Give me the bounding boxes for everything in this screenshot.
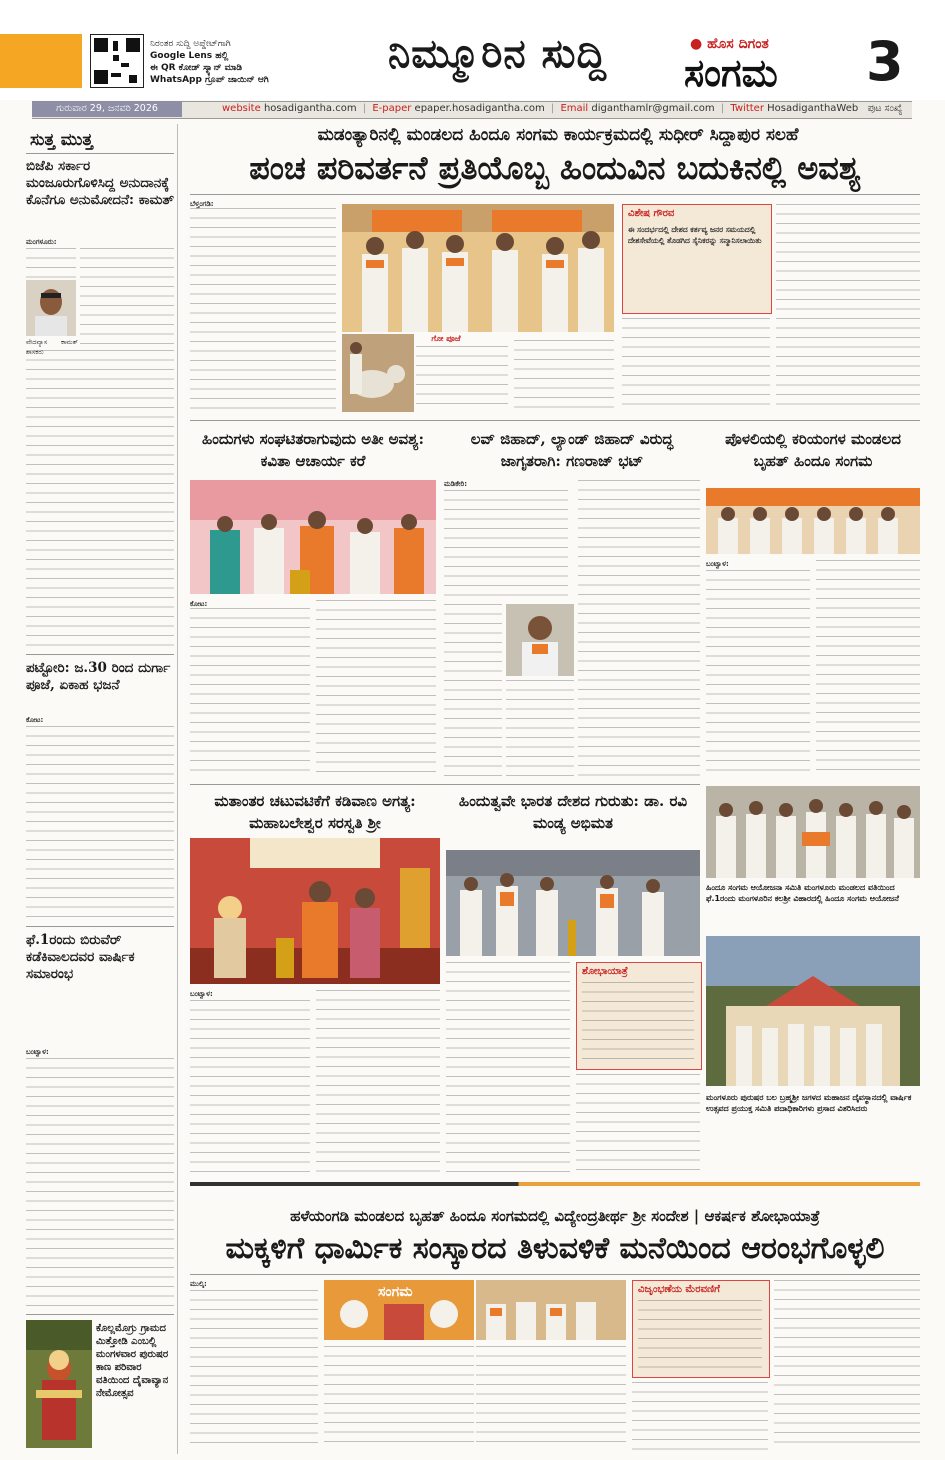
- page-number: 3: [866, 30, 904, 93]
- left-story3-headline: ಫೆ.1ರಂದು ಬಿರುವೆರ್ ಕಡೆಕಿವಾಲದವರ ವಾರ್ಷಿಕ ಸಮಾರಂಭ: [26, 932, 135, 982]
- bottom-dateline: ಮುಲ್ಕಿ:: [190, 1280, 207, 1288]
- bottom-photo2: [476, 1280, 626, 1340]
- divider: [190, 784, 700, 785]
- separator: |: [550, 103, 555, 114]
- left-story1-dateline: ಮಂಗಳೂರು:: [26, 238, 57, 246]
- group-felicitation-photo: [706, 786, 920, 878]
- gopuja-photo: [342, 334, 414, 412]
- twitter-link[interactable]: HosadiganthaWeb: [767, 103, 859, 114]
- bottom-text: [190, 1290, 318, 1450]
- lead-kicker: ಮಡಂತ್ಯಾರಿನಲ್ಲಿ ಮಂಡಲದ ಹಿಂದೂ ಸಂಗಮ ಕಾರ್ಯಕ್ರಮದಲ್ಲಿ ಸುಧೀರ್ ಸಿದ್ದಾಪುರ ಸಲಹೆ: [317, 125, 799, 145]
- kalasha-photo: [706, 786, 920, 878]
- shrine-photo: [706, 936, 920, 1086]
- cow-worship-photo: [342, 334, 414, 412]
- paper-title: ನಿಮ್ಮೂರಿನ ಸುದ್ದಿ: [388, 30, 607, 77]
- mahabaleshwar-text: [316, 990, 440, 1176]
- divider: [26, 926, 174, 927]
- bottom-headline: ಮಕ್ಕಳಿಗೆ ಧಾರ್ಮಿಕ ಸಂಸ್ಕಾರದ ತಿಳುವಳಿಕೆ ಮನೆಯಿಂದ ಆರಂಭಗೊಳ್ಳಲಿ: [225, 1231, 885, 1266]
- left-story3-dateline: ಬಂಟ್ವಾಳ:: [26, 1048, 49, 1056]
- box-title: ವಿಶೇಷ ಗೌರವ: [628, 208, 675, 219]
- portrait-image: [26, 280, 76, 336]
- qr-line4: WhatsApp ಗ್ರೂಪ್ ಜಾಯಿನ್ ಆಗಿ: [150, 75, 269, 85]
- polali-headline: ಪೊಳಲಿಯಲ್ಲಿ ಕರಿಯಂಗಳ ಮಂಡಲದ ಬೃಹತ್ ಹಿಂದೂ ಸಂಗಮ: [725, 430, 901, 470]
- lead-text-col6: [776, 204, 920, 413]
- ceremony-photo: [342, 204, 614, 332]
- qr-code[interactable]: [90, 34, 144, 88]
- bottom-separator: [190, 1182, 920, 1186]
- kavitha-text: [190, 608, 310, 778]
- kalasha-caption: ಹಿಂದೂ ಸಂಗಮ ಆಯೋಜನಾ ಸಮಿತಿ ಮಂಗಳೂರು ಮಂಡಲದ ವತಿಯಿಂದ ಫೆ.1ರಂದು ಮಂಗಳೂರಿನ ಕಲಶ್ರೀ ವಿಹಾರದಲ್ಲಿ ಹಿಂದೂ ಸಂಗಮ ಆಯೋಜನೆ: [706, 883, 899, 903]
- highlight-box-title: ವಿಜೃಂಭಣೆಯ ಮೆರವಣಿಗೆ: [638, 1284, 720, 1295]
- ravi-headline: ಹಿಂದುತ್ವವೇ ಭಾರತ ದೇಶದ ಗುರುತು: ಡಾ. ರವಿ ಮಂಡ್ಯ ಅಭಿಮತ: [458, 792, 688, 832]
- left-story1-text: [80, 248, 174, 348]
- brand-logo-icon: ●: [690, 36, 703, 52]
- bottom-text: [324, 1346, 474, 1450]
- lovejihad-dateline: ಮಡಿಕೇರಿ:: [444, 480, 468, 488]
- lovejihad-text: [506, 680, 574, 778]
- left-story4-caption: ಕೊಲ್ಲಮೊಗ್ರು ಗ್ರಾಮದ ಮಿತ್ತೋಡಿ ಎಂಬಲ್ಲಿ ಮಂಗಳವಾರ ಪುರುಷರ ಕಾಣ ಪರಿವಾರ ವತಿಯಿಂದ ದೈವಾವ್ಯಾನ ನೇಮೋತ್ಸವ: [96, 1323, 169, 1399]
- column-logo: ಸುತ್ತ ಮುತ್ತ: [30, 130, 93, 150]
- bottom-text: [774, 1280, 920, 1450]
- qr-line2: Google Lens ಹಲ್ಲಿ: [150, 51, 229, 61]
- seated-guests-photo: [476, 1280, 626, 1340]
- issue-date: ಗುರುವಾರ 29, ಜನವರಿ 2026: [32, 101, 182, 117]
- section-title: ಸಂಗಮ: [684, 50, 778, 95]
- mahabaleshwar-photo: [190, 838, 440, 984]
- mahabaleshwar-text: [190, 1000, 310, 1176]
- ganaraj-photo: [506, 604, 574, 676]
- separator: |: [720, 103, 725, 114]
- divider: [26, 654, 174, 655]
- brand-label: ಹೊಸ ದಿಗಂತ: [707, 36, 769, 52]
- box-text: ಈ ಸಂದರ್ಭದಲ್ಲಿ ದೇಶದ ಕರ್ತವ್ಯ ಜನರ ಸಮಯದಲ್ಲಿ ದೇಶಸೇವೆಯಲ್ಲಿ ತೊಡಗಿದ ಸೈನಿಕರನ್ನು ಸನ್ಮಾನಿಸಲಾಯಿತು: [628, 225, 762, 245]
- lead-dateline: ಬೆಳ್ತಂಗಡಿ:: [190, 200, 214, 208]
- qr-line3: ಈ QR ಕೋಡ್ ಸ್ಕ್ಯಾನ್ ಮಾಡಿ: [150, 63, 243, 73]
- separator: |: [362, 103, 367, 114]
- divider: [26, 1314, 174, 1315]
- epaper-label: E-paper: [372, 103, 412, 114]
- mahabaleshwar-headline: ಮತಾಂತರ ಚಟುವಟಿಕೆಗೆ ಕಡಿವಾಣ ಅಗತ್ಯ: ಮಹಾಬಲೇಶ್ವರ ಸರಸ್ವತಿ ಶ್ರೀ: [214, 792, 416, 832]
- ravi-photo: [446, 850, 700, 956]
- left-story1-headline: ಬಿಜೆಪಿ ಸರ್ಕಾರ ಮಂಜೂರುಗೊಳಿಸಿದ್ದ ಅನುದಾನಕ್ಕೆ ಕೊನೆಗೂ ಅನುಮೋದನೆ: ಕಾಮತ್: [26, 158, 174, 208]
- lead-photo-caption: ಗೋ ಪೂಜೆ: [431, 334, 461, 343]
- ravi-text: [446, 962, 570, 1176]
- special-honour-box: [622, 204, 772, 314]
- procession-box-text: [582, 982, 694, 1062]
- divider: [190, 420, 920, 421]
- polali-dateline: ಬಂಟ್ವಾಳ:: [706, 560, 729, 568]
- left-story1-text: [26, 248, 76, 278]
- temple-photo: [706, 936, 920, 1086]
- qr-line1: ನಿರಂತರ ಸುದ್ದಿ ಅಪ್ಡೇಟ್‌ಗಾಗಿ: [150, 39, 231, 49]
- orange-strip: [0, 34, 82, 88]
- left-story4-photo: [26, 1320, 92, 1448]
- left-story3-text: [26, 1058, 174, 1308]
- website-link[interactable]: hosadigantha.com: [263, 103, 357, 114]
- mahabaleshwar-dateline: ಬಂಟ್ವಾಳ:: [190, 990, 213, 998]
- left-story1-photo: [26, 280, 76, 336]
- stage-photo: [190, 480, 436, 594]
- website-label: website: [222, 103, 261, 114]
- stage-dignitaries-photo: [706, 488, 920, 554]
- lovejihad-text: [444, 490, 568, 600]
- lead-text-col4: [514, 340, 614, 412]
- lead-text-col5: [622, 318, 770, 413]
- bottom-text: [476, 1346, 626, 1450]
- swamiji-stage-photo: [190, 838, 440, 984]
- page-label: ಪುಟ ಸಂಖ್ಯೆ: [867, 103, 903, 114]
- kavitha-photo: [190, 480, 436, 594]
- polali-photo: [706, 488, 920, 554]
- banner-text: ಸಂಗಮ: [378, 1284, 413, 1300]
- twitter-label: Twitter: [730, 103, 764, 114]
- temple-caption: ಮಂಗಳೂರು ಪುರುಷರ ಬಲ ಬ್ರಹ್ಮಶ್ರೀ ಜಗಳದ ಮಹಾಜನ ದೈವಸ್ಥಾನದಲ್ಲಿ ವಾರ್ಷಿಕ ಉತ್ಸವದ ಪ್ರಯುಕ್ತ ಸಮಿತಿ ಪದಾಧಿಕಾರಿಗಳು ಪ್ರಸಾದ ವಿತರಿಸಿದರು: [706, 1093, 912, 1113]
- kavitha-headline: ಹಿಂದುಗಳು ಸಂಘಟಿತರಾಗುವುದು ಅತೀ ಅವಶ್ಯ: ಕವಿತಾ ಆಚಾರ್ಯ ಕರೆ: [201, 430, 425, 470]
- bottom-kicker: ಹಳೆಯಂಗಡಿ ಮಂಡಲದ ಬೃಹತ್ ಹಿಂದೂ ಸಂಗಮದಲ್ಲಿ ವಿದ್ಯೇಂದ್ರತೀರ್ಥ ಶ್ರೀ ಸಂದೇಶ | ಆಕರ್ಷಕ ಶೋಭಾಯಾತ್ರೆ: [290, 1207, 820, 1225]
- polali-text: [816, 560, 920, 778]
- divider: [190, 194, 920, 195]
- lead-photo: [342, 204, 614, 332]
- lovejihad-text: [578, 480, 700, 778]
- bottom-text: [632, 1382, 768, 1450]
- qr-instructions: [150, 38, 310, 86]
- lovejihad-headline: ಲವ್ ಜಿಹಾದ್, ಲ್ಯಾಂಡ್ ಜಿಹಾದ್ ವಿರುದ್ಧ ಜಾಗೃತರಾಗಿ: ಗಣರಾಜ್ ಭಟ್: [470, 430, 674, 470]
- lead-headline: ಪಂಚ ಪರಿವರ್ತನೆ ಪ್ರತಿಯೊಬ್ಬ ಹಿಂದುವಿನ ಬದುಕಿನಲ್ಲಿ ಅವಶ್ಯ: [249, 149, 861, 187]
- left-story1-caption: ವೇದವ್ಯಾಸ ಕಾಮತ್ ಶಾಸಕರು: [26, 338, 78, 356]
- ravi-text: [576, 1074, 700, 1176]
- left-story2-text: [26, 726, 174, 921]
- polali-text: [706, 570, 810, 778]
- left-story2-headline: ಪಟ್ಟೋರಿ: ಜ.30 ರಿಂದ ದುರ್ಗಾ ಪೂಜೆ, ಏಕಾಹ ಭಜನೆ: [26, 660, 171, 693]
- ritual-photo: [26, 1320, 92, 1448]
- lead-text-col1: [190, 208, 336, 413]
- left-story1-text: [26, 350, 174, 650]
- divider: [26, 153, 174, 154]
- speaker-photo: [506, 604, 574, 676]
- email-label: Email: [560, 103, 589, 114]
- kavitha-dateline: ಕೋಟ:: [190, 600, 208, 608]
- lovejihad-text: [444, 604, 502, 778]
- highlight-box-text: [638, 1300, 762, 1370]
- email-link[interactable]: diganthamlr@gmail.com: [591, 103, 715, 114]
- lead-text-col3: [416, 346, 508, 412]
- epaper-link[interactable]: epaper.hosadigantha.com: [414, 103, 545, 114]
- kavitha-text: [316, 600, 436, 778]
- web-links: [222, 101, 859, 117]
- divider: [190, 1274, 920, 1275]
- left-story2-dateline: ಕೋಟ:: [26, 716, 44, 724]
- lamp-lighting-photo: [446, 850, 700, 956]
- procession-box-title: ಶೋಭಾಯಾತ್ರೆ: [582, 966, 628, 977]
